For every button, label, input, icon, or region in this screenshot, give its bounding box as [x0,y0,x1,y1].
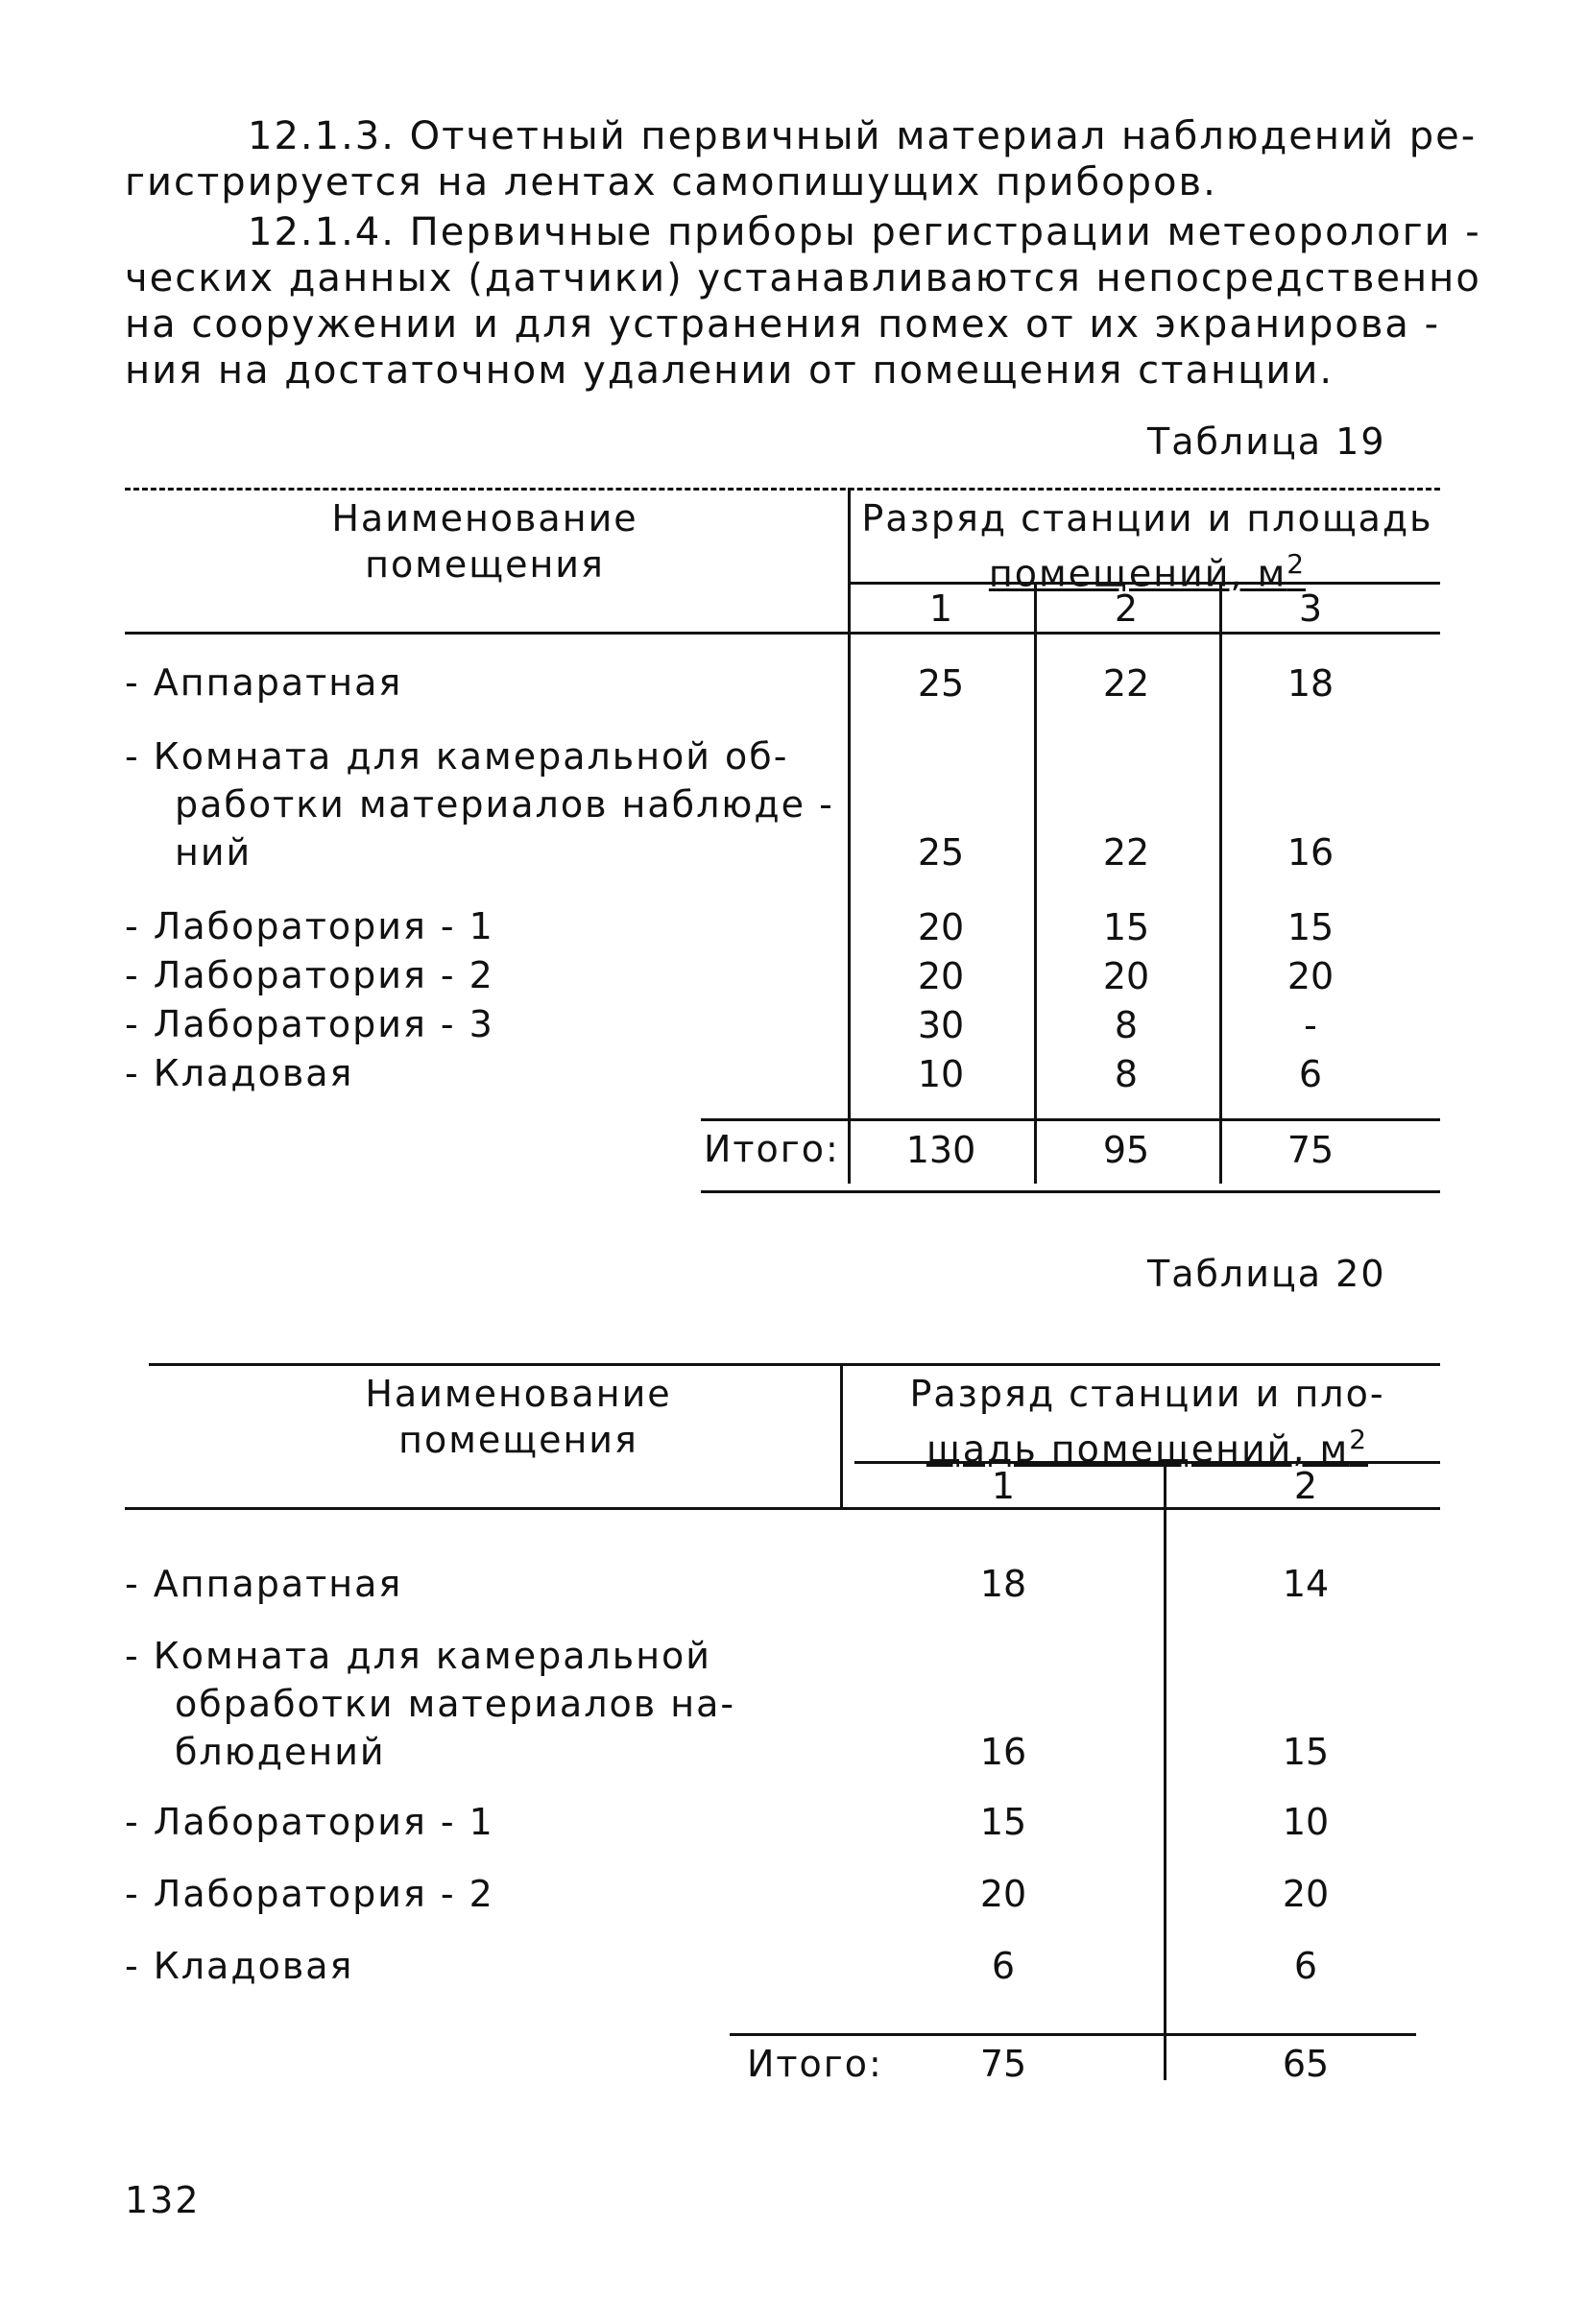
row-label: - Лаборатория - 2 [125,954,494,996]
total-rule [701,1118,1440,1121]
header-text: Наименование [365,1373,672,1415]
table-cell: 14 [1282,1563,1330,1605]
row-label-line: блюдений [175,1731,386,1773]
table-top-rule [149,1363,1440,1366]
table-cell: 6 [991,1945,1016,1987]
row-label: - Лаборатория - 1 [125,1801,494,1843]
header-bottom-rule [125,632,1440,635]
table-cell: 20 [979,1873,1027,1915]
column-header: 2 [1114,587,1139,630]
table-cell: 16 [1286,831,1335,874]
table-cell: 6 [1298,1053,1323,1095]
total-cell: 130 [905,1129,976,1171]
text-line: ческих данных (датчики) устанавливаются непосредственно [125,256,1481,300]
table-cell: 8 [1114,1053,1139,1095]
text-line: ния на достаточном удалении от помещения станции. [125,348,1335,393]
table-cell: 10 [1282,1801,1330,1843]
total-label: Итого: [747,2043,883,2085]
page-number: 132 [125,2179,201,2221]
table-cell: 22 [1102,831,1150,874]
table-cell: 8 [1114,1004,1139,1046]
text-line: гистрируется на лентах самопишущих приборов. [125,160,1217,204]
row-label: - Кладовая [125,1945,354,1987]
table-cell: 20 [1282,1873,1330,1915]
paragraph-12-1-3 [125,113,1478,205]
row-label-line: работки материалов наблюде - [175,783,834,826]
table-cell: 18 [979,1563,1027,1605]
header-text: помещения [365,543,605,586]
row-label: - Лаборатория - 1 [125,905,494,947]
table-cell: 15 [1102,906,1150,948]
row-label-line: обработки материалов на- [175,1683,736,1725]
header-text: Разряд станции и пло- [909,1373,1385,1415]
total-cell: 75 [979,2043,1027,2085]
superscript: 2 [1286,548,1307,580]
paragraph-12-1-4 [125,209,1481,394]
column-header: 2 [1293,1465,1318,1507]
column-divider [848,488,851,1184]
total-cell: 95 [1102,1129,1150,1171]
table-cell: 20 [1286,955,1335,997]
superscript: 2 [1349,1424,1369,1455]
column-header: 1 [991,1465,1016,1507]
table-cell: 20 [917,906,965,948]
row-label: - Аппаратная [125,1563,403,1605]
column-divider [840,1363,843,1509]
header-text: Наименование [331,497,638,539]
column-group-header [854,1371,1440,1473]
header-text: помещений, $м^2$ [988,548,1307,595]
table-caption: Таблица 19 [1147,420,1386,463]
column-group-header [854,495,1440,597]
header-text: помещения [398,1419,638,1461]
column-header-name [134,495,835,587]
total-rule [730,2033,1416,2036]
total-cell: 65 [1282,2043,1330,2085]
row-label [125,732,834,876]
table-cell: 15 [979,1801,1027,1843]
column-header-name [259,1371,778,1463]
text-line: 12.1.4. Первичные приборы регистрации метеорологи - [248,210,1481,254]
total-label: Итого: [704,1128,840,1170]
table-cell: 20 [1102,955,1150,997]
table-cell: 10 [917,1053,965,1095]
table-cell: 15 [1286,906,1335,948]
table-cell: 18 [1286,662,1335,705]
column-divider [1034,582,1037,1184]
total-cell: 75 [1286,1129,1335,1171]
table-cell: 15 [1282,1731,1330,1773]
text-line: 12.1.3. Отчетный первичный материал наблюдений ре- [248,114,1478,158]
column-divider [1219,582,1222,1184]
table-bottom-rule [701,1190,1440,1193]
header-bottom-rule [125,1507,1440,1510]
row-label [125,1632,735,1776]
row-label: - Лаборатория - 3 [125,1003,494,1045]
table-cell: 30 [917,1004,965,1046]
row-label: - Кладовая [125,1052,354,1094]
table-cell: - [1304,1004,1317,1046]
row-label: - Лаборатория - 2 [125,1873,494,1915]
table-cell: 20 [917,955,965,997]
row-label-line: - Комната для камеральной [125,1635,711,1677]
header-text: Разряд станции и площадь [861,497,1433,539]
row-label-line: - Комната для камеральной об- [125,735,789,778]
text-line: на сооружении и для устранения помех от их экранирова - [125,302,1441,347]
header-text: щадь помещений, $м^2$ [926,1424,1369,1471]
row-label: - Аппаратная [125,661,403,704]
table-cell: 16 [979,1731,1027,1773]
table-cell: 25 [917,662,965,705]
table-cell: 25 [917,831,965,874]
column-header: 3 [1298,587,1323,630]
table-caption: Таблица 20 [1147,1253,1386,1295]
column-divider [1164,1461,1166,2080]
table-cell: 6 [1293,1945,1318,1987]
column-header: 1 [928,587,953,630]
row-label-line: ний [175,831,252,874]
table-top-rule [125,488,1440,491]
table-cell: 22 [1102,662,1150,705]
